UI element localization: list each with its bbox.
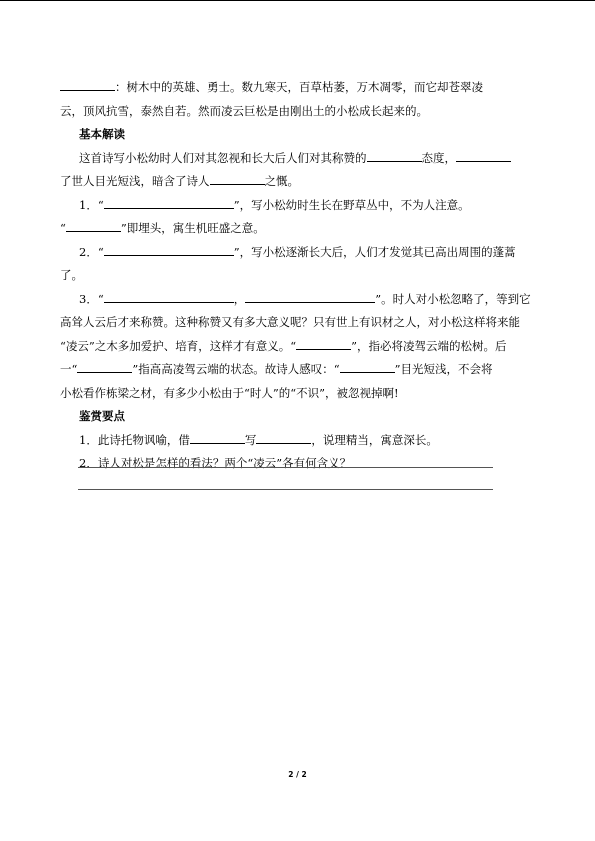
intro-line-2: 云，顶风抗雪，泰然自若。然而凌云巨松是由刚出土的小松成长起来的。 [60, 103, 428, 118]
document-body [60, 76, 540, 476]
answer-line-2[interactable] [78, 489, 493, 490]
fill-blank[interactable] [66, 220, 121, 232]
fill-blank[interactable] [104, 244, 234, 256]
question-2: 2．“ ”，写小松逐渐长大后，人们才发觉其已高出周围的蓬蒿 [79, 244, 516, 259]
fill-blank[interactable] [190, 432, 245, 444]
intro-line-1: ：树木中的英雄、勇士。数九寒天，百草枯萎，万木凋零，而它却苍翠凌 [60, 76, 540, 100]
question-1-cont: “ ”即埋头，寓生机旺盛之意。 [60, 221, 265, 235]
fill-blank[interactable] [210, 173, 265, 185]
question-1: 1．“ ”，写小松幼时生长在野草丛中，不为人注意。 [79, 197, 470, 212]
fill-blank[interactable] [104, 197, 234, 209]
appreciation-point-2: 2．诗人对松是怎样的看法？两个“凌云”各有何含义？ [79, 456, 352, 470]
section-heading-appreciation: 鉴赏要点 [79, 409, 125, 423]
answer-line-1[interactable] [78, 467, 493, 468]
basic-paragraph-1: 这首诗写小松幼时人们对其忽视和长大后人们对其称赞的 态度， [60, 147, 540, 171]
question-2-cont: 了。 [60, 268, 83, 282]
fill-blank[interactable] [104, 291, 234, 303]
question-3-line-2: 高耸人云后才来称赞。这种称赞又有多大意义呢？只有世上有识材之人，对小松这样将来能 [60, 315, 520, 329]
section-heading-basic: 基本解读 [79, 127, 125, 141]
fill-blank[interactable] [245, 291, 375, 303]
fill-blank[interactable] [60, 79, 115, 91]
fill-blank[interactable] [340, 361, 395, 373]
fill-blank[interactable] [296, 338, 351, 350]
fill-blank[interactable] [256, 432, 311, 444]
page-number: 2 / 2 [288, 770, 307, 779]
fill-blank[interactable] [367, 150, 422, 162]
fill-blank[interactable] [456, 150, 511, 162]
question-3-line-4: 一“ ”指高高凌驾云端的状态。故诗人感叹：“ ”目光短浅，不会将 [60, 362, 493, 376]
question-3-line-3: “凌云”之木多加爱护、培育，这样才有意义。“ ”，指必将凌驾云端的松树。后 [60, 338, 507, 353]
question-3-line-5: 小松看作栋梁之材，有多少小松由于“时人”的“不识”，被忽视掉啊! [60, 385, 399, 400]
fill-blank[interactable] [77, 361, 132, 373]
appreciation-point-1: 1．此诗托物讽喻，借 写 ，说理精当，寓意深长。 [79, 432, 438, 447]
question-3: 3．“ ， ”。时人对小松忽略了，等到它 [79, 291, 531, 306]
page-top-border [0, 0, 595, 1]
basic-paragraph-1-cont: 了世人目光短浅，暗含了诗人 之慨。 [60, 174, 299, 188]
